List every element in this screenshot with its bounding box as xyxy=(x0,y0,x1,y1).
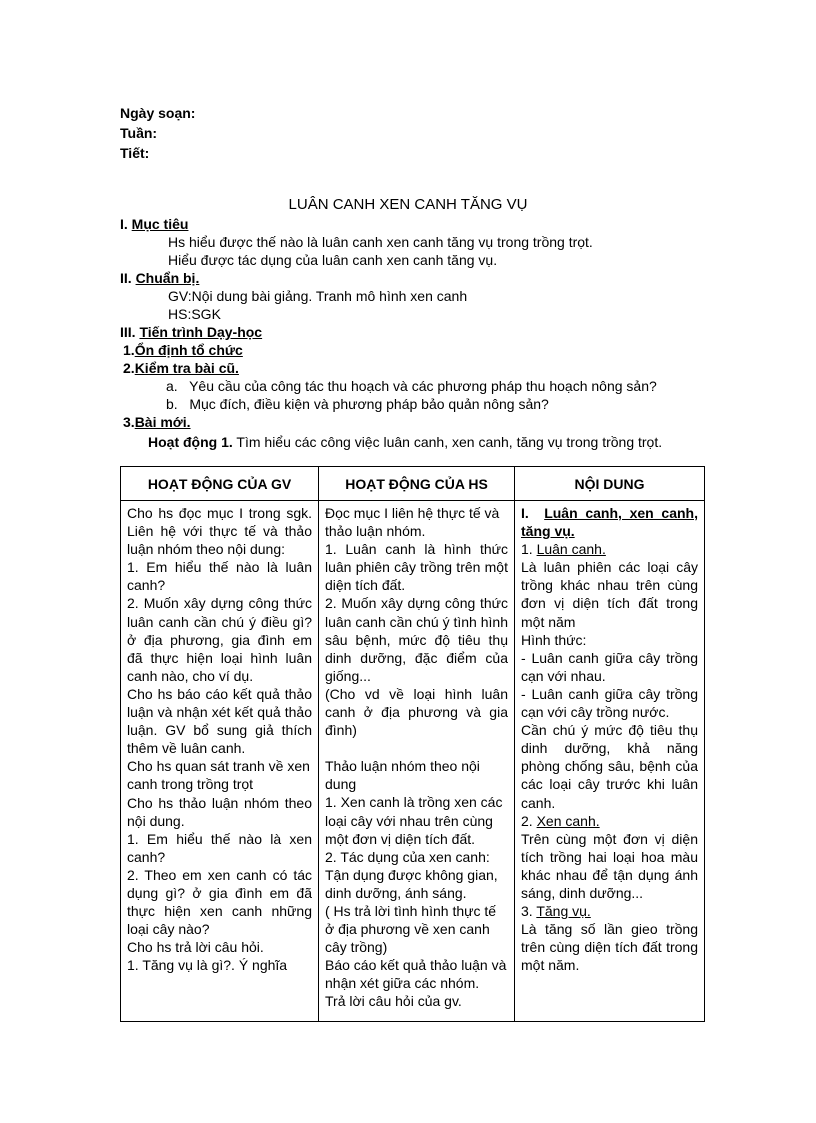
section-preparation-heading xyxy=(120,269,720,287)
subsection-label: Kiểm tra bài cũ. xyxy=(134,360,239,376)
teacher-activity-line: 1. Em hiểu thế nào là xen canh? xyxy=(127,830,312,865)
subsection-number: 3. xyxy=(123,414,135,430)
teacher-activity-line: 1. Tăng vụ là gì?. Ý nghĩa xyxy=(127,957,288,974)
crop-rotation-text: Là luân phiên các loại cây trồng khác nhau trên cùng đơn vị diện tích đất trong một năm xyxy=(521,559,698,630)
student-activity-line xyxy=(325,739,508,757)
content-heading-number: I. xyxy=(521,505,529,521)
student-activity-line: 2. Tác dụng của xen canh: Tận dụng được không gian, dinh dưỡng, ánh sáng. xyxy=(325,848,498,901)
content-heading-label: Luân canh, xen canh, tăng vụ. xyxy=(521,505,698,540)
section-procedure-heading xyxy=(120,323,720,341)
section-number: III. xyxy=(120,324,136,340)
forms-label: Hình thức: xyxy=(521,631,587,648)
section-number: II. xyxy=(120,270,132,286)
activity-label: Hoạt động 1. xyxy=(148,434,233,450)
subsection-label: Ổn định tổ chức xyxy=(134,342,243,358)
intercropping-text: Trên cùng một đơn vị diện tích trồng hai loại hoa màu khác nhau để tận dụng ánh sáng, dinh dưỡng... xyxy=(521,830,698,901)
preparation-date-label: Ngày soạn: xyxy=(120,105,196,121)
review-question: b. Mục đích, điều kiện và phương pháp bảo quản nông sản? xyxy=(166,396,549,412)
section-number: I. xyxy=(120,216,128,232)
form-item: - Luân canh giữa cây trồng cạn với cây trồng nước. xyxy=(521,685,698,721)
section-objectives-heading xyxy=(120,215,720,233)
table-row xyxy=(121,501,705,1022)
item-label: Xen canh. xyxy=(536,812,600,829)
week-label: Tuần: xyxy=(120,125,158,141)
item-label: Tăng vụ. xyxy=(536,903,591,920)
preparation-line: HS:SGK xyxy=(168,306,221,322)
review-question: a. Yêu cầu của công tác thu hoạch và các phương pháp thu hoạch nông sản? xyxy=(166,378,657,394)
item-number: 3. xyxy=(521,903,533,920)
column-header-student: HOẠT ĐỘNG CỦA HS xyxy=(319,467,515,501)
student-activity-line: (Cho vd về loại hình luân canh ở địa phương và gia đình) xyxy=(325,685,508,739)
content-heading xyxy=(521,504,698,540)
column-header-teacher: HOẠT ĐỘNG CỦA GV xyxy=(121,467,319,501)
subsection-review xyxy=(120,359,720,377)
objective-line: Hiểu được tác dụng của luân canh xen canh tăng vụ. xyxy=(168,252,498,268)
student-activity-line: Thảo luận nhóm theo nội dung xyxy=(325,758,480,793)
table-header-row xyxy=(121,467,705,501)
content-cell xyxy=(515,501,705,1022)
lesson-outline xyxy=(120,215,720,451)
form-item: - Luân canh giữa cây trồng cạn với nhau. xyxy=(521,649,698,684)
subsection-new-lesson xyxy=(120,413,720,431)
teacher-activity-line: 2. Muốn xây dựng công thức luân canh cần chú ý điều gì? ở địa phương, gia đình em đã thực hiện loại hình luân canh nào, cho ví dụ. xyxy=(127,595,312,684)
teacher-activity-line: Cho hs quan sát tranh về xen canh trong trồng trọt xyxy=(127,758,310,793)
teacher-activity-line: 1. Em hiểu thế nào là luân canh? xyxy=(127,559,312,594)
intercropping-heading xyxy=(521,812,698,830)
period-label: Tiết: xyxy=(120,145,150,161)
teacher-activity-cell xyxy=(121,501,319,1022)
teacher-activity-line: Cho hs báo cáo kết quả thảo luận và nhận xét kết quả thảo luận. GV bổ sung giả thích thêm về luân canh. xyxy=(127,685,312,757)
student-activity-line: 1. Luân canh là hình thức luân phiên cây trồng trên một diện tích đất. xyxy=(325,541,508,594)
section-label: Mục tiêu xyxy=(131,216,189,232)
lesson-activity-table xyxy=(120,466,705,1022)
student-activity-line: 2. Muốn xây dựng công thức luân canh cần chú ý tình hình sâu bệnh, mức độ tiêu thụ dinh dưỡng, đặc điểm của giống... xyxy=(325,595,508,684)
student-activity-line: Báo cáo kết quả thảo luận và nhận xét giữa các nhóm. xyxy=(325,957,507,992)
multiple-cropping-text: Là tăng số lần gieo trồng trên cùng diện tích đất trong một năm. xyxy=(521,921,698,974)
column-header-content: NỘI DUNG xyxy=(515,467,705,501)
teacher-activity-line: 2. Theo em xen canh có tác dụng gì? ở gia đình em đã thực hiện xen canh những loại cây nào? xyxy=(127,866,312,938)
rotation-note: Cần chú ý mức độ tiêu thụ dinh dưỡng, khả năng phòng chống sâu, bệnh của các loại cây trước khi luân canh. xyxy=(521,722,698,811)
teacher-activity-line: Cho hs thảo luận nhóm theo nội dung. xyxy=(127,794,312,829)
item-label: Luân canh. xyxy=(536,541,606,558)
student-activity-line: Trả lời câu hỏi của gv. xyxy=(325,993,462,1010)
activity-line xyxy=(120,433,720,451)
subsection-number: 2. xyxy=(123,360,135,376)
activity-text: Tìm hiểu các công việc luân canh, xen canh, tăng vụ trong trồng trọt. xyxy=(232,434,663,450)
student-activity-line: 1. Xen canh là trồng xen các loại cây với nhau trên cùng một đơn vị diện tích đất. xyxy=(325,794,503,847)
student-activity-line: ( Hs trả lời tình hình thực tế ở địa phương về xen canh cây trồng) xyxy=(325,902,497,956)
lesson-title: LUÂN CANH XEN CANH TĂNG VỤ xyxy=(288,196,528,213)
subsection-label: Bài mới. xyxy=(134,414,191,430)
subsection-class-organization xyxy=(120,341,720,359)
lesson-header xyxy=(120,104,195,164)
item-number: 2. xyxy=(521,812,533,829)
teacher-activity-line: Cho hs đọc mục I trong sgk. Liên hệ với thực tế và thảo luận nhóm theo nội dung: xyxy=(127,505,312,558)
subsection-number: 1. xyxy=(123,342,135,358)
section-label: Chuẩn bị. xyxy=(135,270,200,286)
objective-line: Hs hiểu được thế nào là luân canh xen canh tăng vụ trong trồng trọt. xyxy=(168,234,593,250)
teacher-activity-line: Cho hs trả lời câu hỏi. xyxy=(127,939,264,956)
preparation-line: GV:Nội dung bài giảng. Tranh mô hình xen canh xyxy=(168,288,468,304)
multiple-cropping-heading xyxy=(521,902,698,920)
student-activity-line: Đọc mục I liên hệ thực tế và thảo luận nhóm. xyxy=(325,505,500,540)
section-label: Tiến trình Dạy-học xyxy=(139,324,263,340)
crop-rotation-heading xyxy=(521,540,698,558)
student-activity-cell xyxy=(319,501,515,1022)
item-number: 1. xyxy=(521,541,533,558)
